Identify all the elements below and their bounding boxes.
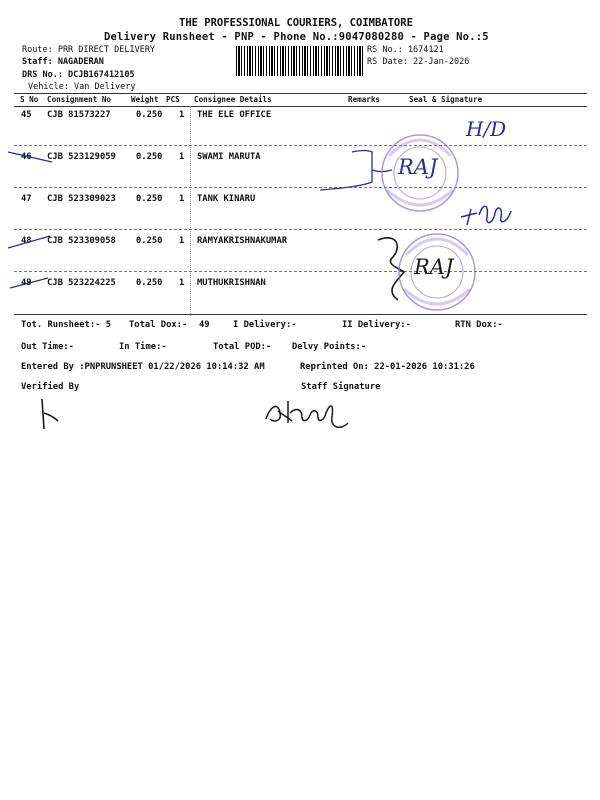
- runsheet-subtitle: Delivery Runsheet - PNP - Phone No.:9047080280 - Page No.:5: [104, 31, 489, 43]
- row-sno: 46: [21, 152, 32, 162]
- row-pcs: 1: [179, 194, 185, 204]
- row-consignee: SWAMI MARUTA: [197, 152, 261, 162]
- total-pod: Total POD:-: [213, 342, 272, 352]
- row-consignment: CJB 523309023: [47, 194, 116, 204]
- row-weight: 0.250: [136, 110, 163, 120]
- handwritten-signature: [455, 195, 525, 235]
- row-pcs: 1: [179, 152, 185, 162]
- row-pcs: 1: [179, 110, 185, 120]
- company-title: THE PROFESSIONAL COURIERS, COIMBATORE: [179, 17, 413, 29]
- row-weight: 0.250: [136, 152, 163, 162]
- row-weight: 0.250: [136, 278, 163, 288]
- row-consignee: TANK KINARU: [197, 194, 256, 204]
- header-sno: S No: [20, 95, 39, 104]
- drs-number: DRS No.: DCJB167412105: [22, 70, 135, 80]
- header-consignee: Consignee Details: [194, 95, 272, 104]
- header-consignment: Consignment No: [47, 95, 112, 104]
- i-delivery: I Delivery:-: [233, 320, 297, 330]
- verified-by-signature: [30, 395, 70, 435]
- verified-by-label: Verified By: [21, 382, 80, 392]
- rs-date: RS Date: 22-Jan-2026: [367, 57, 470, 67]
- row-weight: 0.250: [136, 194, 163, 204]
- rtn-dox: RTN Dox:-: [455, 320, 503, 330]
- total-dox-value: 49: [199, 320, 210, 330]
- row-sno: 47: [21, 194, 32, 204]
- row-consignee: MUTHUKRISHNAN: [197, 278, 266, 288]
- staff-signature: [262, 393, 354, 435]
- row-pcs: 1: [179, 278, 185, 288]
- route-label: Route: PRR DIRECT DELIVERY: [22, 45, 156, 55]
- staff-signature-label: Staff Signature: [301, 382, 381, 392]
- in-time: In Time:-: [119, 342, 167, 352]
- out-time: Out Time:-: [21, 342, 74, 352]
- row-consignment: CJB 81573227: [47, 110, 111, 120]
- row-pcs: 1: [179, 236, 185, 246]
- header-remarks: Remarks: [348, 95, 381, 104]
- total-dox-label: Total Dox:-: [129, 320, 188, 330]
- header-seal: Seal & Signature: [409, 95, 483, 104]
- row-consignment: CJB 523129059: [47, 152, 116, 162]
- handwritten-note: H/D: [466, 117, 507, 141]
- stamp-initials: RAJ: [398, 155, 438, 179]
- vehicle-label: Vehicle: Van Delivery: [28, 82, 136, 92]
- delvy-points: Delvy Points:-: [292, 342, 367, 352]
- row-sno: 48: [21, 236, 32, 246]
- row-sno: 45: [21, 110, 32, 120]
- staff-label: Staff: NAGADERAN: [22, 57, 104, 67]
- entered-by: Entered By :PNPRUNSHEET 01/22/2026 10:14:32 AM: [21, 362, 265, 372]
- row-weight: 0.250: [136, 236, 163, 246]
- row-consignee: THE ELE OFFICE: [197, 110, 272, 120]
- stamp-initials: RAJ: [414, 255, 454, 279]
- row-consignment: CJB 523309058: [47, 236, 116, 246]
- rs-number: RS No.: 1674121: [367, 45, 444, 55]
- ii-delivery: II Delivery:-: [342, 320, 411, 330]
- row-consignee: RAMYAKRISHNAKUMAR: [197, 236, 288, 246]
- header-weight: Weight: [131, 95, 159, 104]
- reprinted-on: Reprinted On: 22-01-2026 10:31:26: [300, 362, 475, 372]
- row-consignment: CJB 523224225: [47, 278, 116, 288]
- header-pcs: PCS: [166, 95, 180, 104]
- row-sno: 49: [21, 278, 32, 288]
- tot-runsheet: Tot. Runsheet:- 5: [21, 320, 112, 330]
